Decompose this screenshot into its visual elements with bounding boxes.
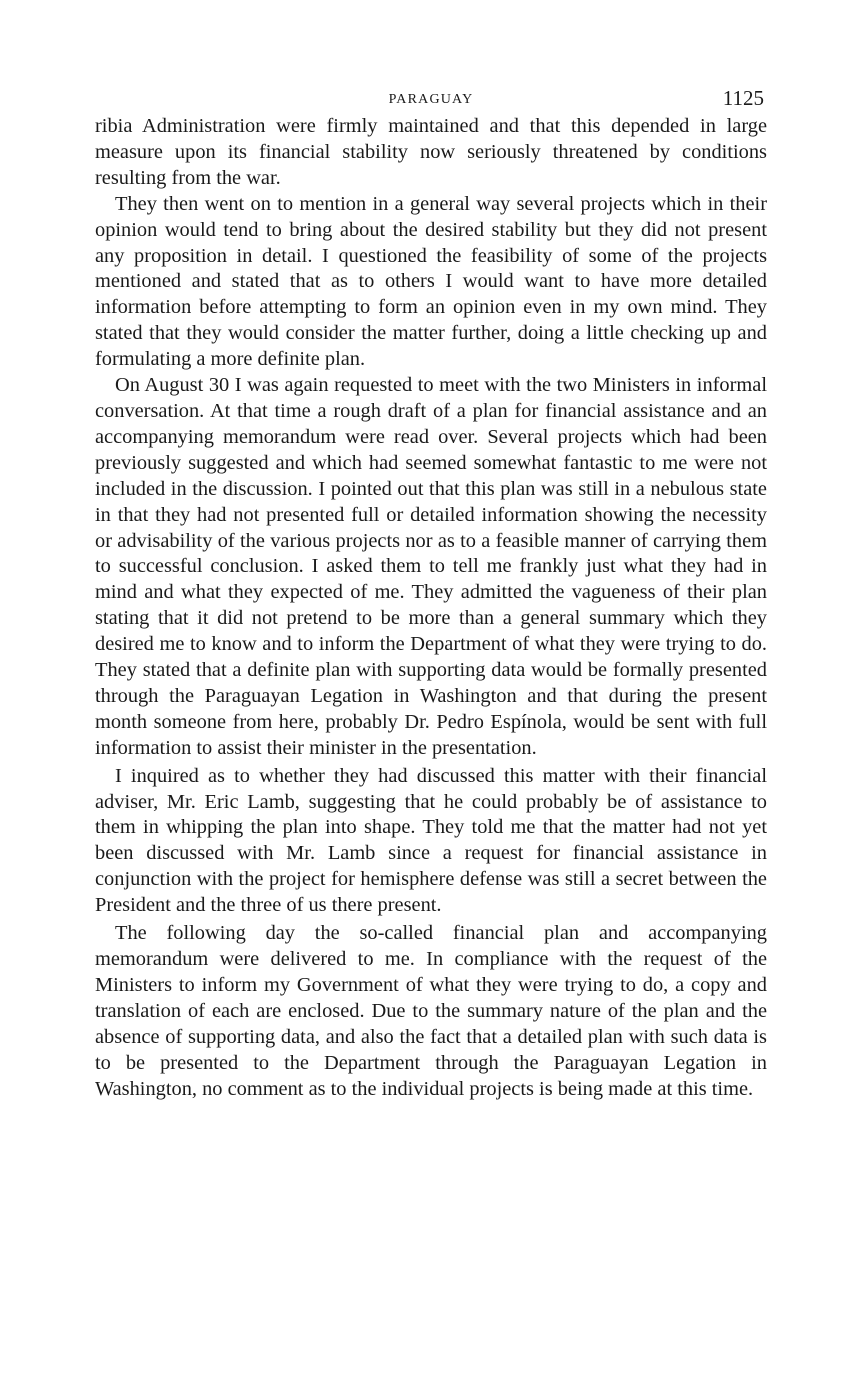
document-page xyxy=(95,82,767,1102)
paragraph: They then went on to mention in a general way several projects which in their opinion would tend to bring about the desired stability but they did not present any proposition in detail. I questioned the feasibility of some of the projects mentioned and stated that as to others I would want to have more detailed information before attempting to form an opinion even in my own mind. They stated that they would consider the matter further, doing a little checking up and formulating a more definite plan. xyxy=(95,192,767,371)
page-number: 1125 xyxy=(722,86,764,110)
running-title: PARAGUAY xyxy=(388,92,474,107)
paragraph: The following day the so-called financial plan and accompanying memorandum were delivered to me. In compliance with the request of the Ministers to inform my Government of what they were trying to do, a copy and translation of each are enclosed. Due to the summary nature of the plan and the absence of supporting data, and also the fact that a detailed plan with such data is to be presented to the Department through the Paraguayan Legation in Washington, no comment as to the individual projects is being made at this time. xyxy=(95,922,767,1100)
paragraph-continued: ribia Administration were firmly maintained and that this depended in large measure upon its financial stability now seriously threatened by conditions resulting from the war. xyxy=(95,115,767,189)
paragraph: I inquired as to whether they had discussed this matter with their financial adviser, Mr. Eric Lamb, suggesting that he could probably be of assistance to them in whipping the plan into shape. They told me that the matter had not yet been discussed with Mr. Lamb since a request for financial assistance in conjunction with the project for hemisphere defense was still a secret between the President and the three of us there present. xyxy=(95,764,767,917)
paragraph: On August 30 I was again requested to meet with the two Ministers in informal conversation. At that time a rough draft of a plan for financial assistance and an accompanying memorandum were read over. Several projects which had been previously suggested and which had seemed somewhat fantastic to me were not included in the discussion. I pointed out that this plan was still in a nebulous state in that they had not presented full or detailed information showing the necessity or advisability of the various projects nor as to a feasible manner of carrying them to successful conclusion. I asked them to tell me frankly just what they had in mind and what they expected of me. They admitted the vagueness of their plan stating that it did not pretend to be more than a general summary which they desired me to know and to inform the Department of what they were trying to do. They stated that a definite plan with supporting data would be formally presented through the Paraguayan Legation in Washington and that during the present month someone from here, probably Dr. Pedro Espínola, would be sent with full information to assist their minister in the presentation. xyxy=(95,374,767,759)
running-header xyxy=(95,82,767,112)
body-text xyxy=(95,114,767,1102)
